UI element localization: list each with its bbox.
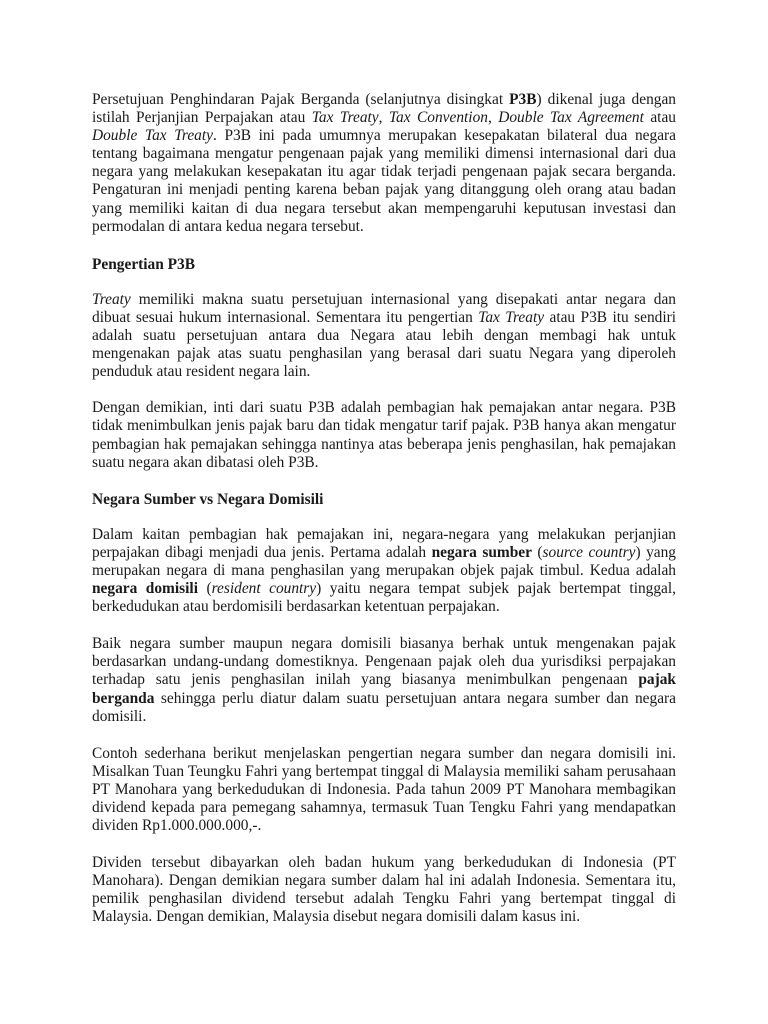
bold-term-pajak-berganda: pajak berganda — [92, 671, 676, 707]
text-run: ) yang merupakan negara di mana penghasilan yang merupakan objek pajak timbul. Kedua adalah — [92, 543, 676, 579]
italic-term-resident-country: resident country — [211, 580, 317, 598]
italic-term-tax-treaty: Tax Treaty — [478, 308, 545, 326]
paragraph-core-principle: Dengan demikian, inti dari suatu P3B adalah pembagian hak pemajakan antar negara. P3B tidak menimbulkan jenis pajak baru dan tidak mengatur tarif pajak. P3B hanya akan mengatur pembagian hak pemajakan sehingga nantinya atas beberapa jenis penghasilan, hak pemajakan suatu negara akan dibatasi oleh P3B. — [92, 399, 676, 471]
paragraph-example: Contoh sederhana berikut menjelaskan pengertian negara sumber dan negara domisili ini. Misalkan Tuan Teungku Fahri yang bertempat tinggal di Malaysia memiliki saham perusahaan PT Manohara yang berkedudukan di Indonesia. Pada tahun 2009 PT Manohara membagikan dividend kepada para pemegang sahamnya, termasuk Tuan Tengku Fahri yang mendapatkan dividen Rp1.000.000.000,-. — [92, 744, 676, 835]
section-heading-pengertian: Pengertian P3B — [92, 255, 196, 273]
italic-term-source-country: source country — [542, 543, 636, 561]
italic-term-tax-treaty: Tax Treaty — [311, 109, 379, 127]
bold-term-negara-sumber: negara sumber — [431, 543, 532, 561]
paragraph-example-conclusion: Dividen tersebut dibayarkan oleh badan hukum yang berkedudukan di Indonesia (PT Manohara). Dengan demikian negara sumber dalam hal ini adalah Indonesia. Sementara itu, pemilik penghasilan dividend tersebut adalah Tengku Fahri yang bertempat tinggal di Malaysia. Dengan demikian, Malaysia disebut negara domisili dalam kasus ini. — [92, 854, 676, 926]
italic-term-tax-convention: Tax Convention — [388, 109, 488, 127]
paragraph-double-taxation — [92, 635, 676, 725]
text-run: ( — [531, 543, 543, 561]
text-run: , — [378, 109, 389, 127]
text-run: atau — [643, 109, 676, 127]
text-run: Dalam kaitan pembagian hak pemajakan ini, negara-negara yang melakukan perjanjian perpajakan dibagi menjadi dua jenis. Pertama adalah — [92, 525, 676, 561]
paragraph-country-types — [92, 526, 676, 616]
paragraph-introduction — [92, 91, 676, 236]
text-run: atau P3B itu sendiri adalah suatu persetujuan antara dua Negara atau lebih dengan membagi hak untuk mengenakan pajak atas suatu penghasilan yang berasal dari suatu Negara yang diperoleh penduduk atau resident negara lain. — [92, 308, 677, 381]
paragraph-definition — [92, 291, 676, 381]
text-run: . P3B ini pada umumnya merupakan kesepakatan bilateral dua negara tentang bagaimana mengatur pengenaan pajak yang memiliki dimensi internasional dari dua negara yang melakukan kesepakatan itu agar tidak terjadi pengenaan pajak secara berganda. Pengaturan ini menjadi penting karena beban pajak yang ditanggung oleh orang atau badan yang memiliki kaitan di dua negara tersebut akan mempengaruhi keputusan investasi dan permodalan di antara kedua negara tersebut. — [92, 127, 677, 235]
text-run: sehingga perlu diatur dalam suatu persetujuan antara negara sumber dan negara domisili. — [92, 689, 676, 725]
bold-term-negara-domisili: negara domisili — [92, 580, 198, 598]
italic-term-double-tax-treaty: Double Tax Treaty — [92, 127, 213, 145]
text-run: Baik negara sumber maupun negara domisili biasanya berhak untuk mengenakan pajak berdasarkan undang-undang domestiknya. Pengenaan pajak oleh dua yurisdiksi perpajakan terhadap satu jenis penghasilan inilah yang biasanya menimbulkan pengenaan — [92, 635, 676, 689]
italic-term-treaty: Treaty — [92, 290, 131, 308]
text-run: ( — [197, 580, 212, 598]
text-run: , — [487, 109, 499, 127]
text-run: Persetujuan Penghindaran Pajak Berganda (selanjutnya disingkat — [92, 91, 510, 108]
text-run: ) dikenal juga dengan istilah Perjanjian Perpajakan atau — [92, 91, 676, 127]
italic-term-double-tax-agreement: Double Tax Agreement — [498, 109, 644, 127]
bold-term-p3b: P3B — [509, 91, 537, 108]
document-body — [92, 91, 676, 946]
text-run: ) yaitu negara tempat subjek pajak bertempat tinggal, berkedudukan atau berdomisili berdasarkan ketentuan perpajakan. — [92, 580, 677, 616]
text-run: memiliki makna suatu persetujuan internasional yang disepakati antar negara dan dibuat sesuai hukum internasional. Sementara itu pengertian — [92, 290, 676, 326]
section-heading-negara-sumber-domisili: Negara Sumber vs Negara Domisili — [92, 490, 324, 508]
